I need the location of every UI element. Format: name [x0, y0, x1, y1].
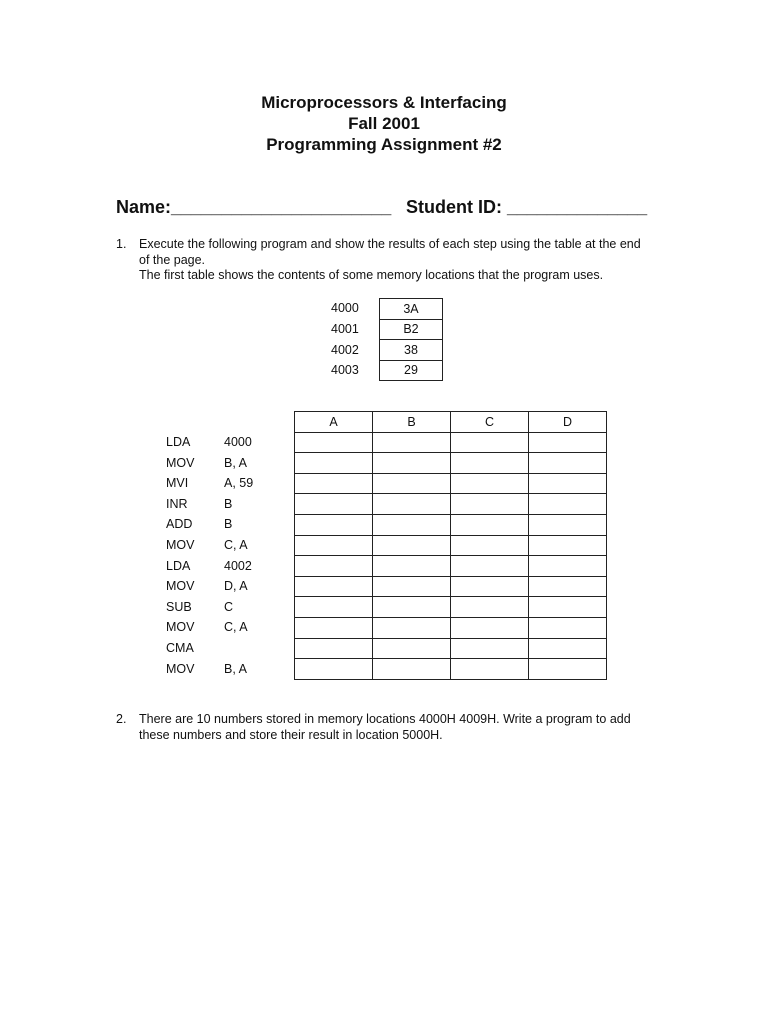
instruction-row [166, 579, 248, 593]
instruction-opcode: LDA [166, 435, 191, 449]
instruction-row [166, 456, 247, 470]
instruction-operand: 4002 [224, 558, 252, 573]
instruction-operand: C [224, 599, 234, 614]
instruction-opcode: LDA [166, 558, 191, 573]
question-2-number: 2. [116, 712, 127, 726]
instruction-opcode: MOV [166, 579, 195, 594]
table-row [380, 360, 443, 381]
register-answer-cell[interactable] [295, 556, 373, 577]
register-answer-cell[interactable] [529, 576, 607, 597]
register-header: C [451, 412, 529, 433]
question-1-number: 1. [116, 237, 127, 251]
instruction-operand: B, A [224, 661, 247, 676]
register-answer-cell[interactable] [373, 659, 451, 680]
register-answer-cell[interactable] [295, 617, 373, 638]
register-answer-cell[interactable] [451, 473, 529, 494]
register-answer-cell[interactable] [295, 597, 373, 618]
memory-value: B2 [380, 319, 443, 340]
register-answer-cell[interactable] [529, 659, 607, 680]
table-row [295, 556, 607, 577]
register-answer-cell[interactable] [373, 494, 451, 515]
register-answer-cell[interactable] [451, 576, 529, 597]
instruction-row [166, 662, 247, 676]
question-1-instruction: Execute the following program and show the results of each step using the table at the end of the page. [139, 237, 641, 267]
register-answer-cell[interactable] [451, 638, 529, 659]
register-answer-cell[interactable] [373, 535, 451, 556]
memory-contents-table [379, 298, 443, 381]
question-1-text [139, 237, 649, 284]
register-answer-cell[interactable] [451, 432, 529, 453]
register-answer-cell[interactable] [451, 494, 529, 515]
table-row [295, 576, 607, 597]
table-row [295, 514, 607, 535]
register-answer-cell[interactable] [295, 535, 373, 556]
register-answer-cell[interactable] [529, 453, 607, 474]
register-answer-cell[interactable] [373, 473, 451, 494]
instruction-row [166, 620, 248, 634]
instruction-operand: D, A [224, 579, 248, 594]
instruction-row [166, 538, 248, 552]
instruction-operand: A, 59 [224, 476, 254, 491]
table-row [295, 597, 607, 618]
table-row [295, 494, 607, 515]
register-answer-cell[interactable] [295, 432, 373, 453]
register-answer-cell[interactable] [451, 659, 529, 680]
instruction-row [166, 435, 252, 449]
memory-value: 3A [380, 299, 443, 320]
register-answer-cell[interactable] [373, 576, 451, 597]
register-answer-cell[interactable] [529, 432, 607, 453]
register-answer-cell[interactable] [295, 494, 373, 515]
table-row [295, 659, 607, 680]
table-row [295, 535, 607, 556]
instruction-operand: C, A [224, 538, 248, 552]
register-answer-cell[interactable] [295, 514, 373, 535]
register-answer-cell[interactable] [529, 597, 607, 618]
register-answer-cell[interactable] [295, 453, 373, 474]
instruction-opcode: MOV [166, 538, 195, 552]
instruction-row [166, 641, 224, 655]
memory-address: 4001 [331, 322, 359, 336]
register-answer-cell[interactable] [373, 638, 451, 659]
table-row [295, 453, 607, 474]
instruction-row [166, 517, 232, 531]
register-answer-cell[interactable] [529, 617, 607, 638]
table-row [380, 340, 443, 361]
memory-address: 4000 [331, 301, 359, 315]
register-answer-cell[interactable] [451, 514, 529, 535]
register-answer-cell[interactable] [529, 556, 607, 577]
table-row [295, 432, 607, 453]
register-answer-cell[interactable] [451, 556, 529, 577]
instruction-opcode: SUB [166, 599, 192, 614]
memory-value: 38 [380, 340, 443, 361]
question-1-note: The first table shows the contents of some memory locations that the program uses. [139, 268, 604, 282]
register-answer-cell[interactable] [373, 597, 451, 618]
register-answer-cell[interactable] [529, 473, 607, 494]
register-answer-cell[interactable] [373, 514, 451, 535]
assignment-title: Programming Assignment #2 [266, 135, 502, 154]
register-header: B [373, 412, 451, 433]
term-title: Fall 2001 [348, 114, 420, 133]
register-answer-cell[interactable] [451, 597, 529, 618]
instruction-operand: C, A [224, 620, 248, 635]
memory-address: 4003 [331, 363, 359, 377]
table-row [380, 299, 443, 320]
table-row [295, 617, 607, 638]
instruction-operand: B, A [224, 455, 247, 470]
register-header: D [529, 412, 607, 433]
register-answer-cell[interactable] [451, 453, 529, 474]
table-row [380, 319, 443, 340]
table-row [295, 638, 607, 659]
register-answer-cell[interactable] [373, 617, 451, 638]
register-answer-cell[interactable] [295, 473, 373, 494]
student-id-field-label: Student ID: ______________ [406, 197, 648, 217]
instruction-opcode: MOV [166, 620, 195, 635]
memory-value: 29 [380, 360, 443, 381]
instruction-row [166, 476, 253, 490]
memory-address: 4002 [331, 343, 359, 357]
instruction-row [166, 559, 252, 573]
question-2-text: There are 10 numbers stored in memory locations 4000H 4009H. Write a program to add these numbers and store their result in location 5000H. [139, 712, 631, 742]
name-field-label: Name:______________________ [116, 197, 392, 217]
register-answer-cell[interactable] [373, 432, 451, 453]
register-answer-cell[interactable] [451, 617, 529, 638]
course-title: Microprocessors & Interfacing [261, 93, 507, 112]
register-answer-cell[interactable] [373, 556, 451, 577]
register-header: A [295, 412, 373, 433]
instruction-opcode: INR [166, 496, 188, 511]
instruction-opcode: CMA [166, 641, 194, 655]
table-header-row [295, 412, 607, 433]
instruction-opcode: MVI [166, 476, 189, 491]
register-answer-cell[interactable] [373, 453, 451, 474]
register-answer-cell[interactable] [529, 494, 607, 515]
instruction-operand: B [224, 496, 233, 511]
instruction-opcode: MOV [166, 455, 195, 470]
instruction-operand: 4000 [224, 435, 252, 449]
instruction-row [166, 497, 232, 511]
register-answer-cell[interactable] [295, 659, 373, 680]
table-row [295, 473, 607, 494]
register-answer-cell[interactable] [529, 535, 607, 556]
register-answer-cell[interactable] [451, 535, 529, 556]
register-answer-cell[interactable] [295, 576, 373, 597]
register-answer-cell[interactable] [295, 638, 373, 659]
register-answer-cell[interactable] [529, 514, 607, 535]
instruction-opcode: MOV [166, 661, 195, 676]
instruction-row [166, 600, 233, 614]
instruction-opcode: ADD [166, 517, 193, 532]
register-answer-cell[interactable] [529, 638, 607, 659]
instruction-operand: B [224, 517, 233, 532]
register-results-table [294, 411, 607, 680]
